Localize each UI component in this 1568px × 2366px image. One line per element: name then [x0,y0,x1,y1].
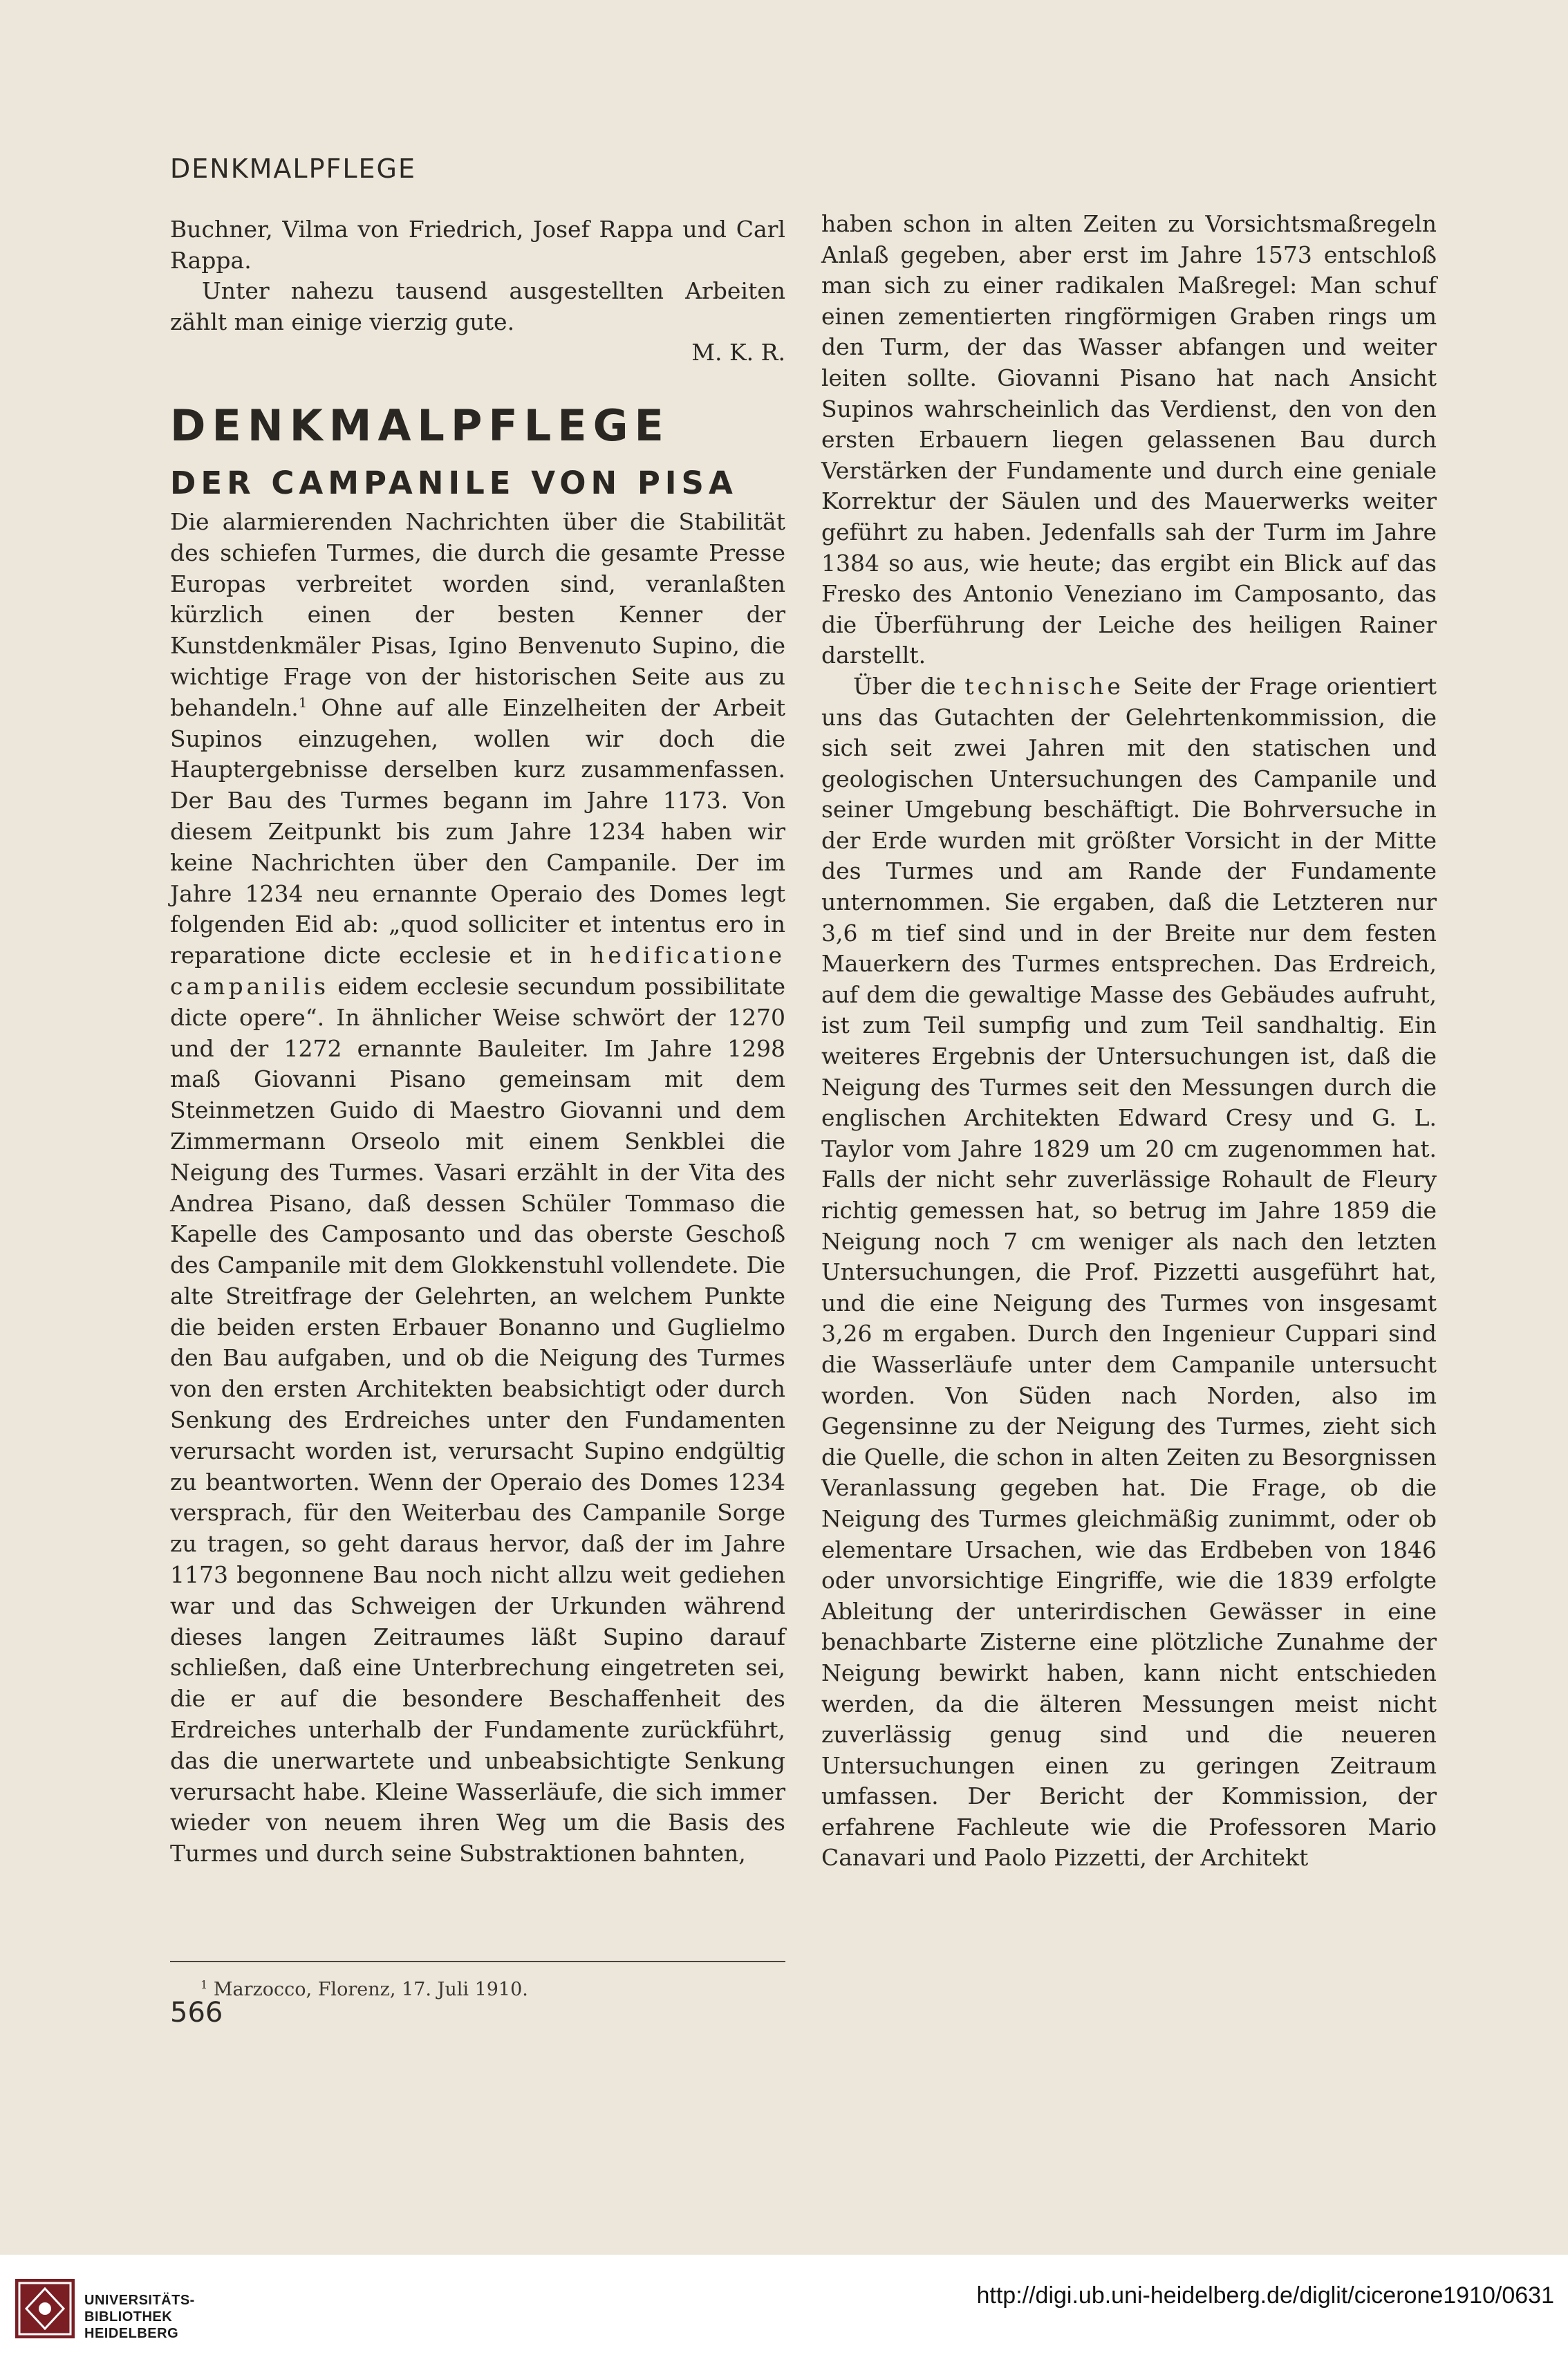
footnote-text: Marzocco, Florenz, 17. Juli 1910. [213,1979,528,2000]
library-logo[interactable] [15,2279,223,2345]
section-title: DENKMALPFLEGE [170,400,670,451]
body-text: Die alarmierenden Nachrichten über die Stabilität des schiefen Turmes, die durch die gesamte Presse Europas verbreitet worden sind, veranlaßten kürzlich einen der besten Kenner der Kunstdenkmäler Pisas, Igino Benvenuto Supino, die wichtige Frage von der historischen Seite aus zu behandeln. [170,507,785,721]
spaced-emphasis: technische [964,672,1124,700]
body-text: Seite der Frage orientiert uns das Gutachten der Gelehrtenkommission, die sich seit zwei Jahren mit den statischen und geologischen Untersuchungen des Campanile und seiner Umgebung beschäftigt. Die Bohrversuche in der Erde wurden mit größter Vorsicht in der Mitte des Turmes und am Rande der Fundamente unternommen. Sie ergaben, daß die Letzteren nur 3,6 m tief sind und in der Breite nur dem festen Mauerkern des Turmes entsprechen. Das Erdreich, auf dem die gewaltige Masse des Gebäudes aufruht, ist zum Teil sumpfig und zum Teil sandhaltig. Ein weiteres Ergebnis der Untersuchungen ist, daß die Neigung des Turmes seit den Messungen durch die englischen Architekten Edward Cresy und G. L. Taylor vom Jahre 1829 um 20 cm zugenommen hat. Falls der nicht sehr zuverlässige Rohault de Fleury richtig gemessen hat, so betrug im Jahre 1859 die Neigung noch 7 cm weniger als nach den letzten Untersuchungen, die Prof. Pizzetti ausgeführt hat, und die eine Neigung des Turmes von insgesamt 3,26 m ergaben. Durch den Ingenieur Cuppari sind die Wasserläufe unter dem Campanile untersucht worden. Von Süden nach Norden, also im Gegensinne zu der Neigung des Turmes, zieht sich die Quelle, die schon in alten Zeiten zu Besorgnissen Veranlassung gegeben hat. Die Frage, ob die Neigung des Turmes gleichmäßig zunimmt, oder ob elementare Ursachen, wie das Erdbeben von 1846 oder unvorsichtige Eingriffe, wie die 1839 erfolgte Ableitung der unterirdischen Gewässer in eine benachbarte Zisterne eine plötzliche Zunahme der Neigung bewirkt haben, kann nicht entschieden werden, da die älteren Messungen meist nicht zuverlässig genug sind und die neueren Untersuchungen einen zu geringen Zeitraum umfassen. Der Bericht der Kommission, der erfahrene Fachleute wie die Professoren Mario Canavari und Paolo Pizzetti, der Architekt [821,672,1437,1872]
logo-line-2: BIBLIOTHEK [84,2309,173,2325]
logo-line-1: UNIVERSITÄTS- [84,2293,195,2308]
paragraph-text: Unter nahezu tausend ausgestellten Arbeiten zählt man einige vierzig gute. [170,277,785,335]
spaced-latin-text: hedificatione campanilis [170,942,785,1000]
running-head: DENKMALPFLEGE [170,153,416,184]
right-column [821,209,1437,1874]
article-title: DER CAMPANILE VON PISA [170,464,738,501]
footnote-reference[interactable]: 1 [298,694,308,711]
paragraph-exhibition-names: Buchner, Vilma von Friedrich, Josef Rappa und Carl Rappa. [170,216,785,274]
page-number: 566 [170,1997,223,2029]
footnote-marker: 1 [200,1978,208,1991]
library-seal-icon [15,2279,75,2338]
author-signature: M. K. R. [691,339,785,366]
paragraph-exhibition-summary [170,276,785,337]
footnote [200,1979,528,2000]
left-column [170,214,785,1870]
signature-line [170,337,785,369]
body-text: Ohne auf alle Einzelheiten der Arbeit Supinos einzugehen, wollen wir doch die Hauptergebnisse derselben kurz zusammenfassen. Der Bau des Turmes begann im Jahre 1173. Von diesem Zeitpunkt bis zum Jahre 1234 haben wir keine Nachrichten über den Campanile. Der im Jahre 1234 neu ernannte Operaio des Domes legt folgenden Eid ab: „quod solliciter et intentus ero in reparatione dicte ecclesie et in [170,693,785,969]
article-body-right-p2 [821,671,1437,1874]
body-text: Über die [853,672,965,700]
article-body-left [170,507,785,1870]
logo-line-3: HEIDELBERG [84,2326,179,2341]
permalink-url[interactable]: http://digi.ub.uni-heidelberg.de/diglit/cicerone1910/0631 [976,2282,1554,2309]
article-body-right-p1: haben schon in alten Zeiten zu Vorsichtsmaßregeln Anlaß gegeben, aber erst im Jahre 1573 entschloß man sich zu einer radikalen Maßregel: Man schuf einen zementierten ringförmigen Graben rings um den Turm, der das Wasser abfangen und weiter leiten sollte. Giovanni Pisano hat nach Ansicht Supinos wahrscheinlich das Verdienst, den von den ersten Erbauern liegen gelassenen Bau durch Verstärken der Fundamente und durch eine geniale Korrektur der Säulen und des Mauerwerks weiter geführt zu haben. Jedenfalls sah der Turm im Jahre 1384 so aus, wie heute; das ergibt ein Blick auf das Fresko des Antonio Veneziano im Camposanto, das die Überführung der Leiche des heiligen Rainer darstellt. [821,210,1437,669]
footnote-divider [170,1961,785,1962]
library-footer [0,2255,1568,2366]
body-text: eidem ecclesie secundum possibilitate dicte opere“. In ähnlicher Weise schwört der 1270 und der 1272 ernannte Bauleiter. Im Jahre 1298 maß Giovanni Pisano gemeinsam mit dem Steinmetzen Guido di Maestro Giovanni und dem Zimmermann Orseolo mit einem Senkblei die Neigung des Turmes. Vasari erzählt in der Vita des Andrea Pisano, daß dessen Schüler Tommaso die Kapelle des Camposanto und das oberste Geschoß des Campanile mit dem Glokkenstuhl vollendete. Die alte Streitfrage der Gelehrten, an welchem Punkte die beiden ersten Erbauer Bonanno und Guglielmo den Bau aufgaben, und ob die Neigung des Turmes von den ersten Architekten beabsichtigt oder durch Senkung des Erdreiches unter den Fundamenten verursacht worden ist, verursacht Supino endgültig zu beantworten. Wenn der Operaio des Domes 1234 versprach, für den Weiterbau des Campanile Sorge zu tragen, so geht daraus hervor, daß der im Jahre 1173 begonnene Bau noch nicht allzu weit gediehen war und das Schweigen der Urkunden während dieses langen Zeitraumes läßt Supino darauf schließen, daß eine Unterbrechung eingetreten sei, die er auf die besondere Beschaffenheit des Erdreiches unterhalb der Fundamente zurückführt, das die unerwartete und unbeabsichtigte Senkung verursacht habe. Kleine Wasserläufe, die sich immer wieder von neuem ihren Weg um die Basis des Turmes und durch seine Substraktionen bahnten, [170,972,785,1867]
